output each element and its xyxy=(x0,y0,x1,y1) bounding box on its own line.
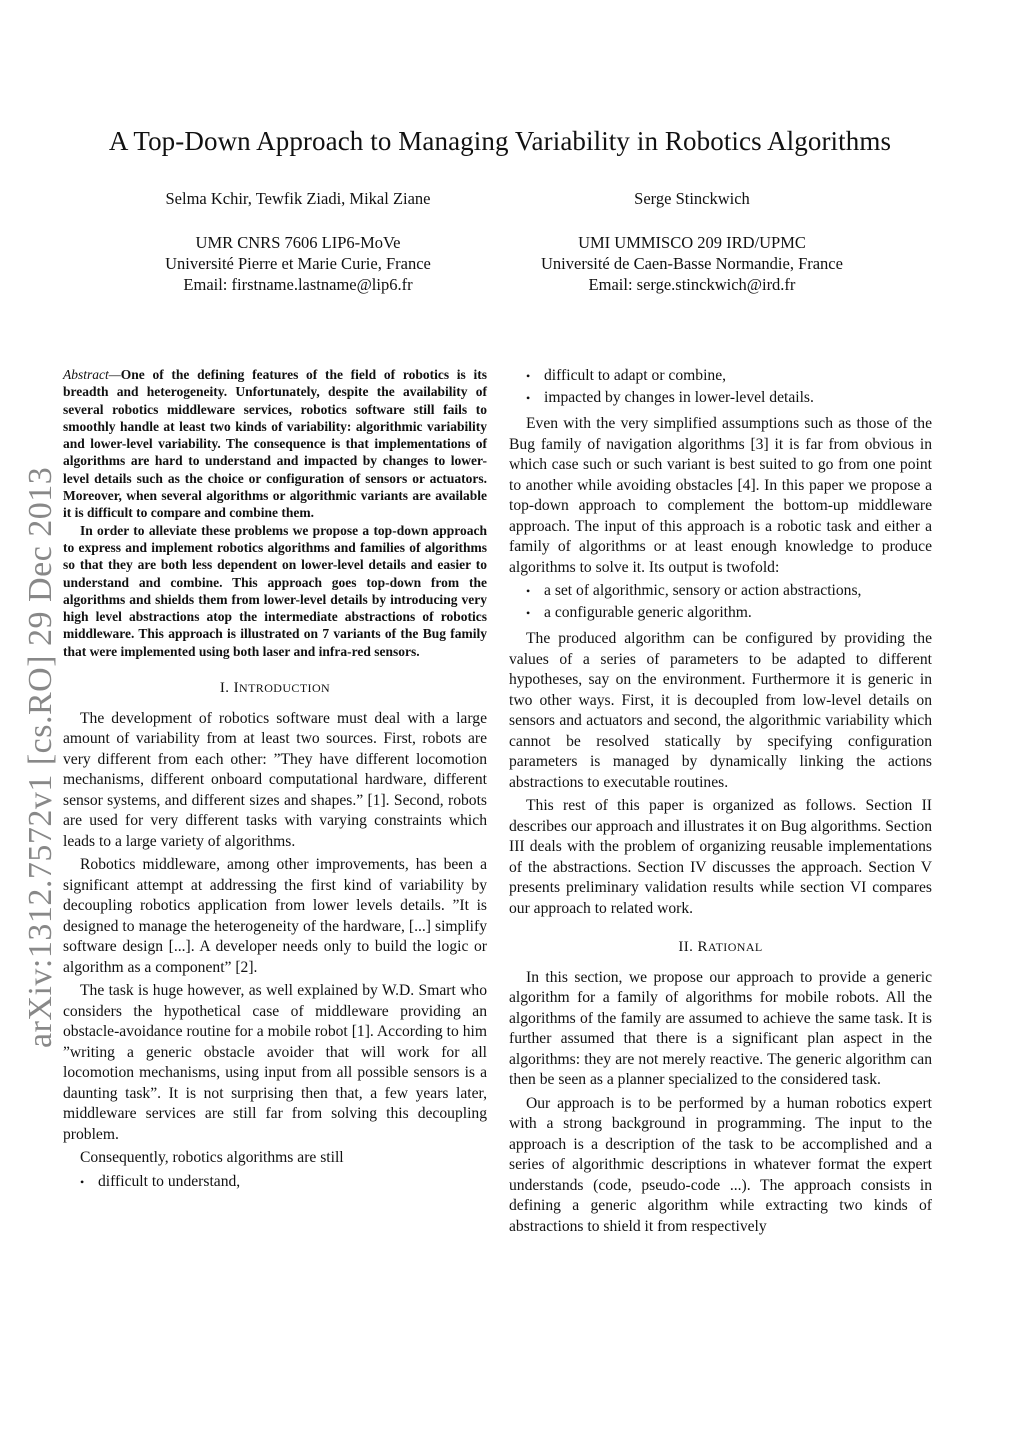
abstract xyxy=(63,366,487,660)
list-item xyxy=(509,603,932,624)
paragraph: Our approach is to be performed by a human robotics expert with a strong background in programming. The input to the approach is a description of the task to be accomplished and a series of algorithmic descriptions in whatever format the expert understands (code, pseudo-code ...). The approach consists in defining a generic algorithm while extracting two kinds of abstractions to shield it from respectively xyxy=(509,1094,932,1235)
abstract-text: One of the defining features of the field of robotics is its breadth and heterogeneity. Unfortunately, despite the availability of several robotics middleware services, robotics software still fails to smoothly handle at least two kinds of variability: algorithmic variability and lower-level variability. The consequence is that implementations of algorithms are hard to understand and impacted by changes to lower-level details such as the choice or configuration of sensors or actuators. Moreover, when several algorithms or algorithmic variants are available it is difficult to compare and combine them. xyxy=(63,367,487,521)
bullet-list xyxy=(509,366,932,408)
bullet-icon: • xyxy=(526,605,531,620)
section-title-initial: I xyxy=(233,680,240,697)
paragraph: Even with the very simplified assumptions such as those of the Bug family of navigation algorithms [3] it is far from obvious in which case such or such variant is best suited to go from one point to another while avoiding obstacles [4]. In this paper we propose a top-down approach to complement the bottom-up middleware approach. The input of this approach is a robotic task and either a family of algorithms or at least enough knowledge to produce algorithms to solve it. Its output is twofold: xyxy=(509,415,932,576)
section-number: I. xyxy=(219,680,234,697)
section-introduction-continued xyxy=(509,366,932,919)
abstract-paragraph: In order to alleviate these problems we propose a top-down approach to express and implement robotics algorithms and families of algorithms so that they are both less dependent on lower-level details and easier to understand and combine. This approach goes top-down from the algorithms and shields them from lower-level details by introducing very high level abstractions atop the intermediate abstractions of robotics middleware. This approach is illustrated on 7 variants of the Bug family that were implemented using both laser and infra-red sensors. xyxy=(63,522,487,659)
section-heading xyxy=(509,937,932,958)
author-block-left xyxy=(100,188,496,295)
paragraph: In this section, we propose our approach to provide a generic algorithm for a family of algorithms for mobile robots. All the algorithms of the family are assumed to achieve the same task. It is further assumed that there is a significant plan aspect in the algorithms: they are not merely reactive. The generic algorithm can then be seen as a planner specialized to the considered task. xyxy=(509,968,932,1088)
bullet-icon: • xyxy=(526,390,531,405)
bullet-icon: • xyxy=(526,369,531,383)
author-block-right xyxy=(492,188,892,295)
section-rational xyxy=(509,937,932,1237)
section-title-rest: NTRODUCTION xyxy=(239,681,331,696)
author-affiliation: UMI UMMISCO 209 IRD/UPMC xyxy=(578,233,806,252)
bullet-icon: • xyxy=(526,584,531,598)
author-email: Email: firstname.lastname@lip6.fr xyxy=(183,275,413,294)
paragraph: Robotics middleware, among other improvements, has been a significant attempt at addressing the first kind of variability by decoupling robotics application from lower levels details. ”It is designed to manage the heterogeneity of the hardware, [...] simplify software design [...]. A developer needs only to build the logic or algorithm as a component” [2]. xyxy=(63,856,487,976)
list-item xyxy=(509,366,932,387)
section-title-rest: ATIONAL xyxy=(707,940,763,954)
author-university: Université Pierre et Marie Curie, France xyxy=(165,254,431,273)
author-names: Selma Kchir, Tewfik Ziadi, Mikal Ziane xyxy=(165,189,431,208)
left-column xyxy=(63,366,487,1198)
paragraph: The development of robotics software must deal with a large amount of variability from at least two sources. First, robots are very different from each other: ”They have different locomotion mechanisms, different onboard computational hardware, different sensor systems, and different sizes and shapes.” [1]. Second, robots are used for very different tasks with varying constraints which leads to a large variety of algorithms. xyxy=(63,709,487,850)
author-names: Serge Stinckwich xyxy=(634,189,750,208)
paragraph: Consequently, robotics algorithms are still xyxy=(80,1149,344,1167)
section-title-initial: R xyxy=(697,939,708,955)
paragraph: The task is huge however, as well explained by W.D. Smart who considers the hypothetical case of middleware providing an obstacle-avoidance routine for a mobile robot [1]. According to him ”writing a generic obstacle avoider that will work for all locomotion mechanisms, using input from all possible sensors is a daunting task”. It is not surprising then that, a few years later, middleware services are still far from solving this decoupling problem. xyxy=(63,982,487,1143)
author-university: Université de Caen-Basse Normandie, France xyxy=(541,254,843,273)
author-email: Email: serge.stinckwich@ird.fr xyxy=(588,275,796,294)
list-item-text: a set of algorithmic, sensory or action abstractions, xyxy=(544,582,862,599)
right-column xyxy=(509,366,932,1240)
section-number: II. xyxy=(678,939,698,955)
list-item xyxy=(509,581,932,602)
bullet-list xyxy=(509,581,932,623)
paper-title: A Top-Down Approach to Managing Variability in Robotics Algorithms xyxy=(108,126,892,156)
list-item xyxy=(63,1172,487,1193)
bullet-icon: • xyxy=(80,1174,85,1189)
abstract-paragraph xyxy=(63,366,487,522)
list-item-text: impacted by changes in lower-level details. xyxy=(544,388,814,406)
list-item-text: difficult to understand, xyxy=(98,1172,241,1190)
list-item xyxy=(509,388,932,409)
list-item-text: a configurable generic algorithm. xyxy=(544,603,752,621)
arxiv-identifier: arXiv:1312.7572v1 [cs.RO] 29 Dec 2013 xyxy=(22,466,59,1048)
abstract-label: Abstract— xyxy=(63,367,121,382)
author-affiliation: UMR CNRS 7606 LIP6-MoVe xyxy=(195,233,401,252)
paragraph: The produced algorithm can be configured by providing the values of a series of parameters to be adapted to different hypotheses, say on the environment. Furthermore it is generic in two other ways. First, it is decoupled from low-level details on sensors and actuators and second, the algorithmic variability which cannot be resolved statically by specifying configuration parameters is managed by dynamically linking the actions abstractions to executable routines. xyxy=(509,630,932,791)
paragraph: This rest of this paper is organized as follows. Section II describes our approach and illustrates it on Bug algorithms. Section III deals with the problem of organizing reusable implementations of the abstractions. Section IV discusses the approach. Section V presents preliminary validation results while section VI compares our approach to related work. xyxy=(509,797,932,917)
bullet-list xyxy=(63,1172,487,1193)
section-heading xyxy=(63,678,487,699)
section-introduction xyxy=(63,678,487,1192)
list-item-text: difficult to adapt or combine, xyxy=(544,367,727,384)
